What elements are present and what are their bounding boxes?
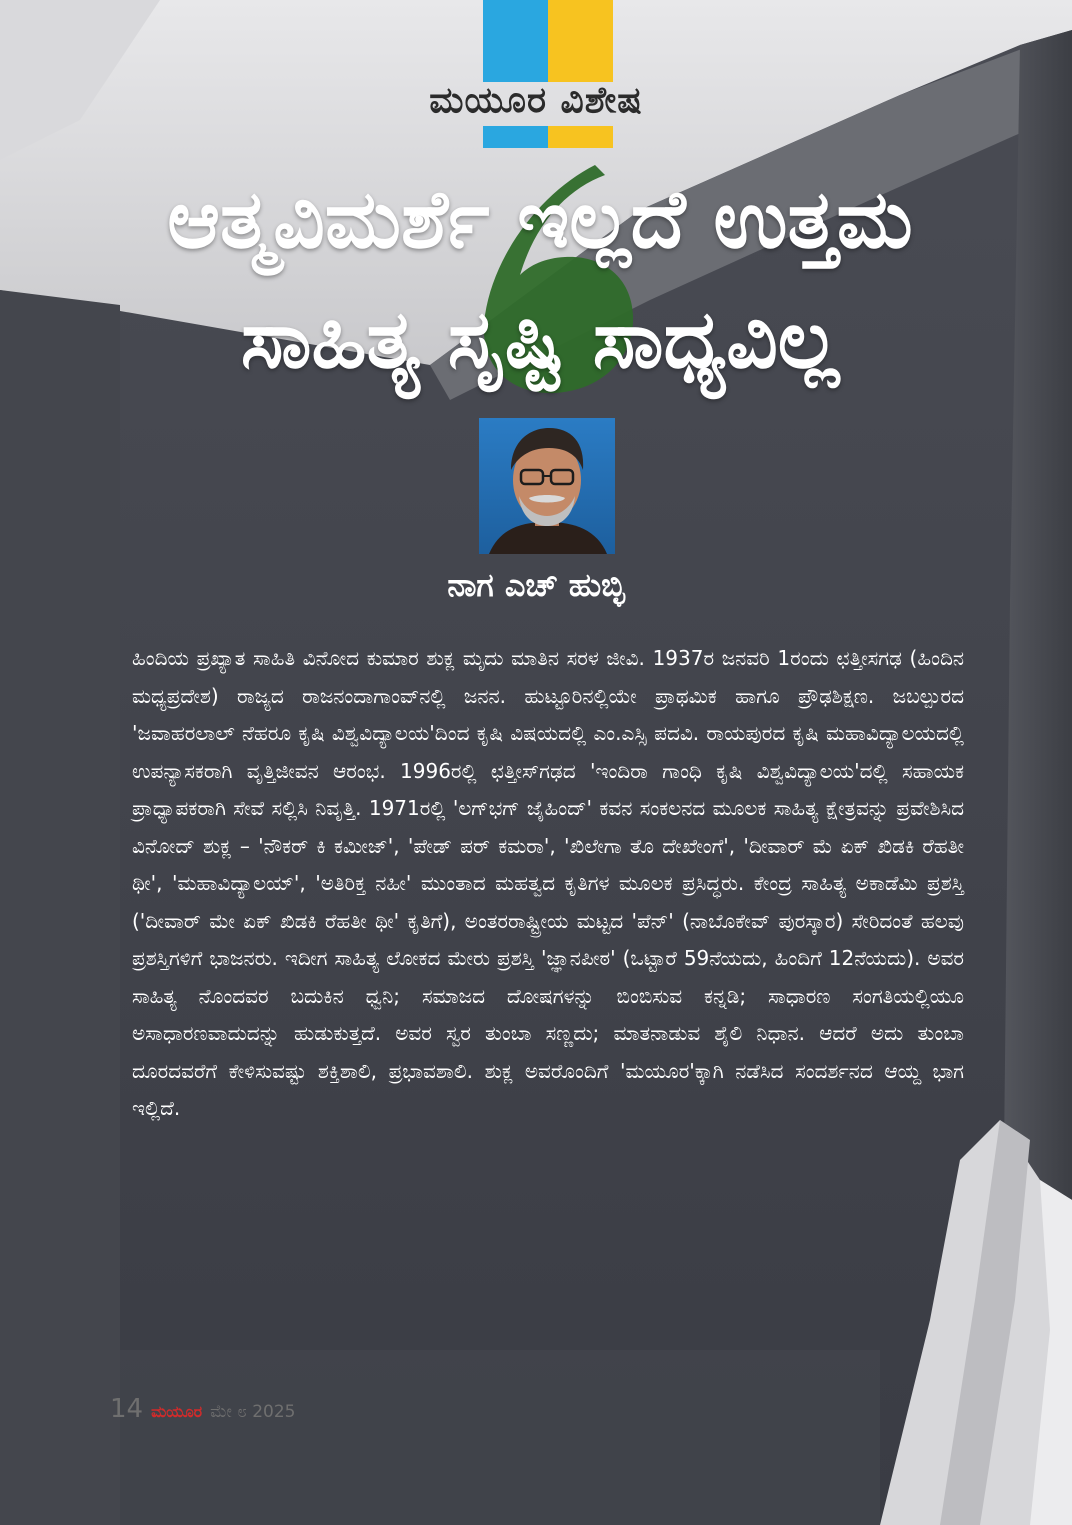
title-line-2: ಸಾಹಿತ್ಯ ಸೃಷ್ಟಿ ಸಾಧ್ಯವಿಲ್ಲ — [240, 293, 840, 386]
author-photo — [479, 418, 615, 554]
page-footer — [110, 1394, 295, 1426]
article-title — [60, 160, 1020, 400]
magazine-name: ಮಯೂರ — [151, 1402, 203, 1421]
author-portrait-icon — [479, 418, 615, 554]
section-label: ಮಯೂರ ವಿಶೇಷ — [429, 80, 643, 121]
title-line-1: ಆತ್ಮವಿಮರ್ಶೆ ಇಲ್ಲದೆ ಉತ್ತಮ — [167, 173, 913, 266]
issue-date: ಮೇ ೮ 2025 — [210, 1402, 296, 1422]
author-name: ನಾಗ ಎಚ್‌ ಹುಬ್ಳಿ — [447, 566, 625, 604]
page-number: 14 — [110, 1394, 144, 1424]
article-intro: ಹಿಂದಿಯ ಪ್ರಖ್ಯಾತ ಸಾಹಿತಿ ವಿನೋದ ಕುಮಾರ ಶುಕ್ಲ ಮೃದು ಮಾತಿನ ಸರಳ ಜೀವಿ. 1937ರ ಜನವರಿ 1ರಂದು ಛತ್ತೀಸಗಢ (ಹಿಂದಿನ ಮಧ್ಯಪ್ರದೇಶ) ರಾಜ್ಯದ ರಾಜನಂದಾಗಾಂವ್‌ನಲ್ಲಿ ಜನನ. ಹುಟ್ಟೂರಿನಲ್ಲಿಯೇ ಪ್ರಾಥಮಿಕ ಹಾಗೂ ಪ್ರೌಢಶಿಕ್ಷಣ. ಜಬಲ್ಪುರದ 'ಜವಾಹರಲಾಲ್ ನೆಹರೂ ಕೃಷಿ ವಿಶ್ವವಿದ್ಯಾಲಯ'ದಿಂದ ಕೃಷಿ ವಿಷಯದಲ್ಲಿ ಎಂ.ಎಸ್ಸಿ ಪದವಿ. ರಾಯಪುರದ ಕೃಷಿ ಮಹಾವಿದ್ಯಾಲಯದಲ್ಲಿ ಉಪನ್ಯಾಸಕರಾಗಿ ವೃತ್ತಿಜೀವನ ಆರಂಭ. 1996ರಲ್ಲಿ ಛತ್ತೀಸ್‌ಗಢದ 'ಇಂದಿರಾ ಗಾಂಧಿ ಕೃಷಿ ವಿಶ್ವವಿದ್ಯಾಲಯ'ದಲ್ಲಿ ಸಹಾಯಕ ಪ್ರಾಧ್ಯಾಪಕರಾಗಿ ಸೇವೆ ಸಲ್ಲಿಸಿ ನಿವೃತ್ತಿ. 1971ರಲ್ಲಿ 'ಲಗ್‌ಭಗ್ ಜೈಹಿಂದ್' ಕವನ ಸಂಕಲನದ ಮೂಲಕ ಸಾಹಿತ್ಯ ಕ್ಷೇತ್ರವನ್ನು ಪ್ರವೇಶಿಸಿದ ವಿನೋದ್ ಶುಕ್ಲ – 'ನೌಕರ್ ಕಿ ಕಮೀಜ್', 'ಪೇಡ್ ಪರ್ ಕಮರಾ', 'ಖಿಲೇಗಾ ತೊ ದೇಖೇಂಗೆ', 'ದೀವಾರ್ ಮೆ ಏಕ್ ಖಿಡಕಿ ರೆಹತೀ ಥೀ', 'ಮಹಾವಿದ್ಯಾಲಯ್', 'ಅತಿರಿಕ್ತ ನಹೀ' ಮುಂತಾದ ಮಹತ್ವದ ಕೃತಿಗಳ ಮೂಲಕ ಪ್ರಸಿದ್ಧರು. ಕೇಂದ್ರ ಸಾಹಿತ್ಯ ಅಕಾಡೆಮಿ ಪ್ರಶಸ್ತಿ ('ದೀವಾರ್ ಮೇ ಏಕ್ ಖಿಡಕಿ ರೆಹತೀ ಥೀ' ಕೃತಿಗೆ), ಅಂತರರಾಷ್ಟ್ರೀಯ ಮಟ್ಟದ 'ಪೆನ್' (ನಾಬೊಕೇವ್ ಪುರಸ್ಕಾರ) ಸೇರಿದಂತೆ ಹಲವು ಪ್ರಶಸ್ತಿಗಳಿಗೆ ಭಾಜನರು. ಇದೀಗ ಸಾಹಿತ್ಯ ಲೋಕದ ಮೇರು ಪ್ರಶಸ್ತಿ 'ಜ್ಞಾನಪೀಠ' (ಒಟ್ಟಾರೆ 59ನೆಯದು, ಹಿಂದಿಗೆ 12ನೆಯದು). ಅವರ ಸಾಹಿತ್ಯ ನೊಂದವರ ಬದುಕಿನ ಧ್ವನಿ; ಸಮಾಜದ ದೋಷಗಳನ್ನು ಬಿಂಬಿಸುವ ಕನ್ನಡಿ; ಸಾಧಾರಣ ಸಂಗತಿಯಲ್ಲಿಯೂ ಅಸಾಧಾರಣವಾದುದನ್ನು ಹುಡುಕುತ್ತದೆ. ಅವರ ಸ್ವರ ತುಂಬಾ ಸಣ್ಣದು; ಮಾತನಾಡುವ ಶೈಲಿ ನಿಧಾನ. ಆದರೆ ಅದು ತುಂಬಾ ದೂರದವರೆಗೆ ಕೇಳಿಸುವಷ್ಟು ಶಕ್ತಿಶಾಲಿ, ಪ್ರಭಾವಶಾಲಿ. ಶುಕ್ಲ ಅವರೊಂದಿಗೆ 'ಮಯೂರ'ಕ್ಕಾಗಿ ನಡೆಸಿದ ಸಂದರ್ಶನದ ಆಯ್ದ ಭಾಗ ಇಲ್ಲಿದೆ. — [132, 646, 964, 1120]
